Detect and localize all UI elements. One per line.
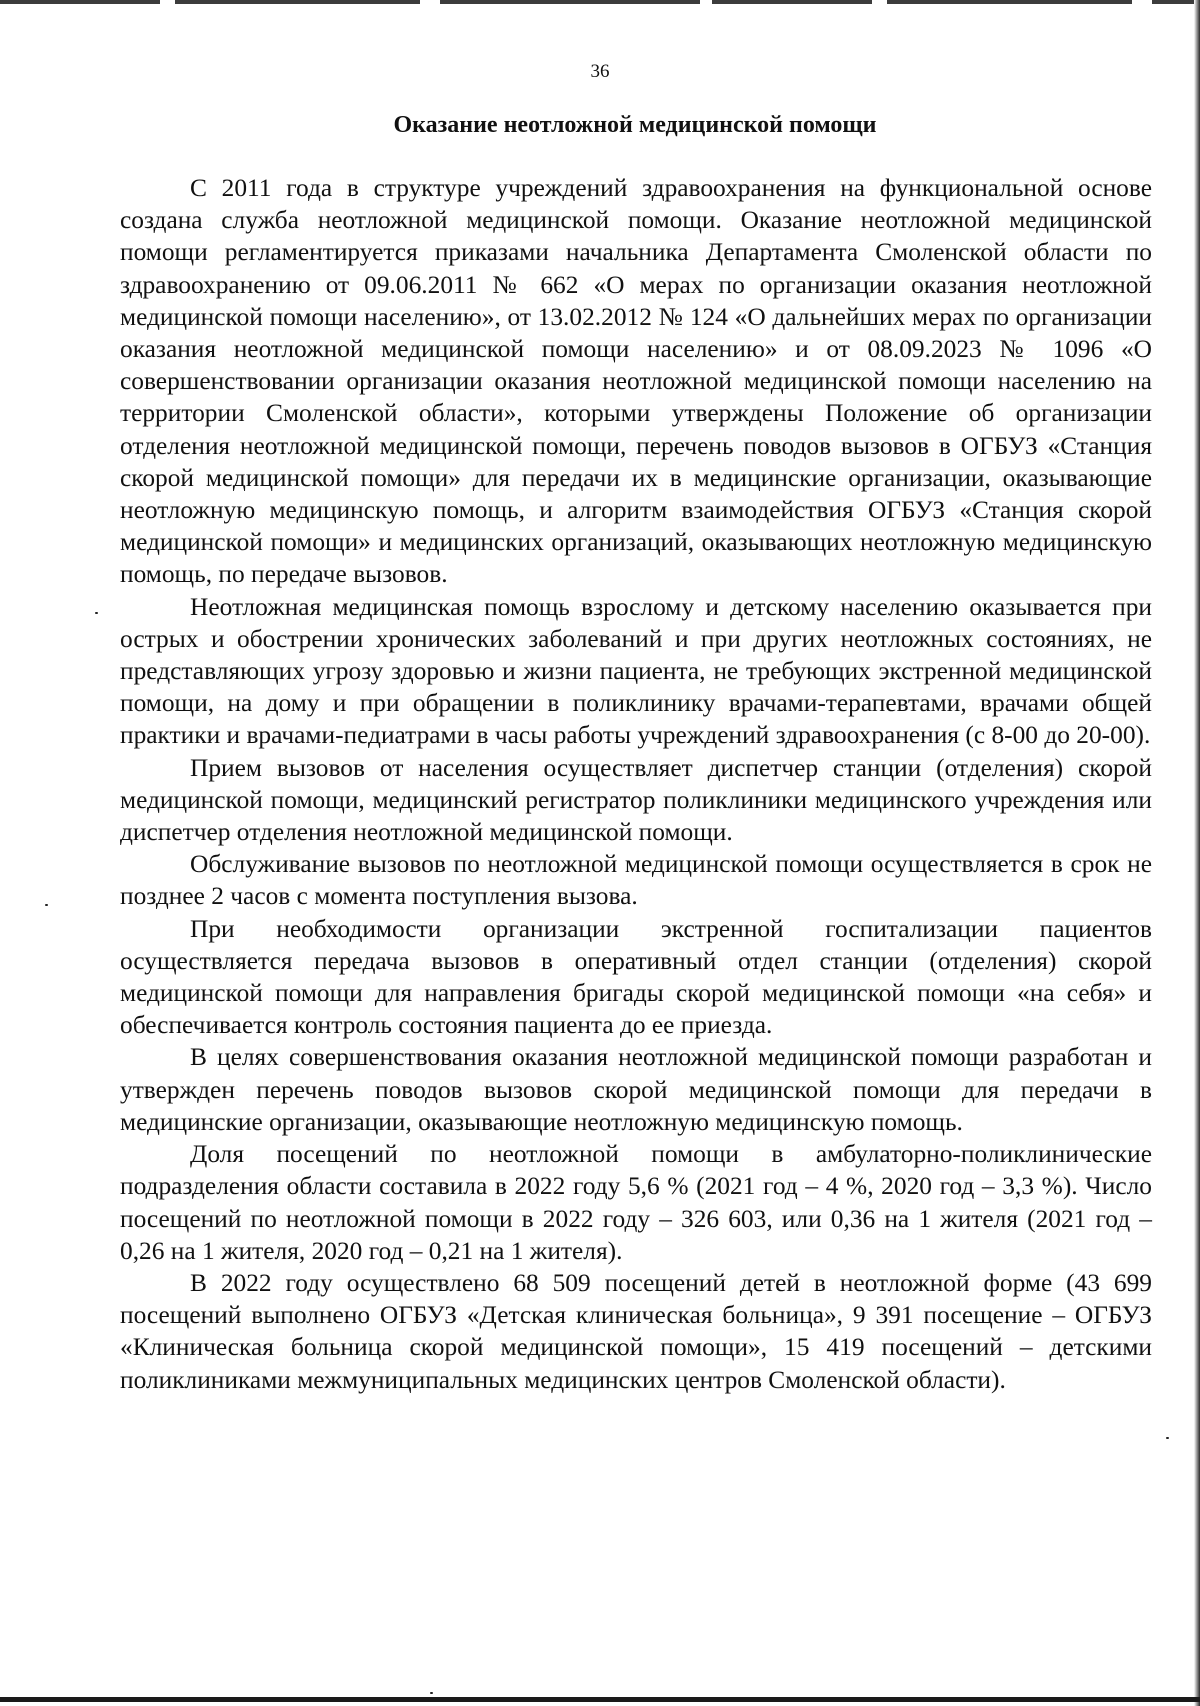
paragraph-emergency-hospitalization: При необходимости организации экстренной госпитализации пациентов осуществляется передача вызовов в оперативный отдел станции (отделения) скорой медицинской помощи для направления бригады скорой медицинской помощи «на себя» и обеспечивается контроль состояния пациента до ее приезда. (120, 914, 1152, 1040)
paragraph-visit-share: Доля посещений по неотложной помощи в амбулаторно-поликлинические подразделения области составила в 2022 году 5,6 % (2021 год – 4 %, 2020 год – 3,3 %). Число посещений по неотложной помощи в 2022 году – 326 603, или 0,36 на 1 жителя (2021 год – 0,26 на 1 жителя, 2020 год – 0,21 на 1 жителя). (120, 1140, 1152, 1265)
scan-speck (95, 612, 98, 614)
body-text (120, 172, 1152, 1396)
paragraph-children-visits: В 2022 году осуществлено 68 509 посещений детей в неотложной форме (43 699 посещений выполнено ОГБУЗ «Детская клиническая больница», 9 391 посещение – ОГБУЗ «Клиническая больница скорой медицинской помощи», 15 419 посещений – детскими поликлиниками межмуниципальных медицинских центров Смоленской области). (120, 1268, 1152, 1394)
scan-edge-top (0, 0, 1200, 4)
scan-speck (45, 904, 48, 906)
paragraph-call-reasons-list: В целях совершенствования оказания неотложной медицинской помощи разработан и утвержден перечень поводов вызовов скорой медицинской помощи для передачи в медицинские организации, оказывающие неотложную медицинскую помощь. (120, 1043, 1152, 1136)
scan-edge-right (1194, 0, 1200, 1706)
scan-edge-bottom (0, 1697, 1200, 1702)
page-number: 36 (590, 61, 610, 82)
scan-speck (430, 1692, 433, 1694)
paragraph-call-reception: Прием вызовов от населения осуществляет диспетчер станции (отделения) скорой медицинской помощи, медицинский регистратор поликлиники медицинского учреждения или диспетчер отделения неотложной медицинской помощи. (120, 753, 1152, 847)
paragraph-response-time: Обслуживание вызовов по неотложной медицинской помощи осуществляется в срок не позднее 2 часов с момента поступления вызова. (120, 850, 1152, 911)
page-title: Оказание неотложной медицинской помощи (393, 112, 877, 138)
scan-speck (1166, 1437, 1169, 1439)
paragraph-legal-basis: С 2011 года в структуре учреждений здравоохранения на функциональной основе создана служба неотложной медицинской помощи. Оказание неотложной медицинской помощи регламентируется приказами начальника Департамента Смоленской области по здравоохранению от 09.06.2011 № 662 «О мерах по организации оказания неотложной медицинской помощи населению», от 13.02.2012 № 124 «О дальнейших мерах по организации оказания неотложной медицинской помощи населению» и от 08.09.2023 № 1096 «О совершенствовании организации оказания неотложной медицинской помощи населению на территории Смоленской области», которыми утверждены Положение об организации отделения неотложной медицинской помощи, перечень поводов вызовов в ОГБУЗ «Станция скорой медицинской помощи» для передачи их в медицинские организации, оказывающие неотложную медицинскую помощь, и алгоритм взаимодействия ОГБУЗ «Станция скорой медицинской помощи» и медицинских организаций, оказывающих неотложную медицинскую помощь, по передаче вызовов. (120, 174, 1152, 589)
paragraph-care-scope: Неотложная медицинская помощь взрослому и детскому населению оказывается при острых и обострении хронических заболеваний и при других неотложных состояниях, не представляющих угрозу здоровью и жизни пациента, не требующих экстренной медицинской помощи, на дому и при обращении в поликлинику врачами-терапевтами, врачами общей практики и врачами-педиатрами в часы работы учреждений здравоохранения (с 8-00 до 20-00). (120, 592, 1152, 750)
